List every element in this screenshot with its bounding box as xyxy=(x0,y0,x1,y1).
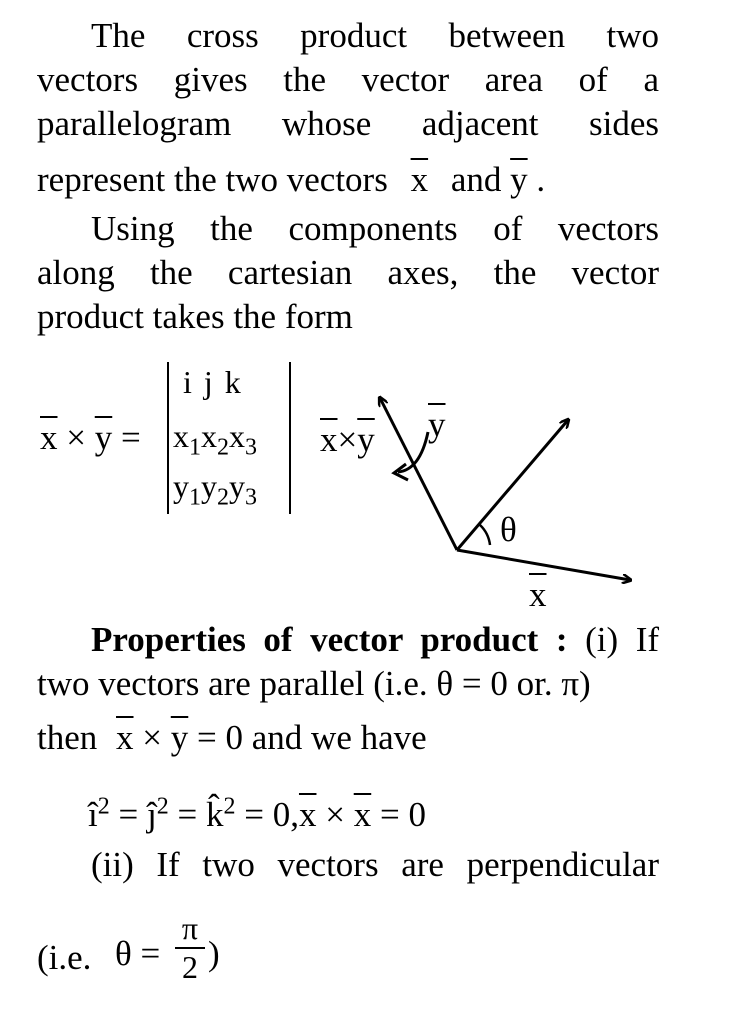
det-x2: x xyxy=(201,418,217,454)
vector-diagram xyxy=(300,370,660,620)
paragraph2-line2: along the cartesian axes, the vector xyxy=(37,253,659,292)
then-x: $\overline{x}$ xyxy=(116,718,134,757)
lhs-y: $\overline{y}$ xyxy=(94,418,113,457)
close-paren: ) xyxy=(208,934,220,973)
period: . xyxy=(536,160,546,199)
then-y: $\overline{y}$ xyxy=(170,718,189,757)
x-self-1: $\overline{x}$ xyxy=(298,795,317,834)
eq3: = xyxy=(244,795,264,834)
cross-product-lhs xyxy=(40,418,141,458)
diagram-y: $\overline{y}$ xyxy=(428,405,446,444)
properties-heading: Properties of vector product : xyxy=(91,620,568,659)
paragraph2-line3: product takes the form xyxy=(37,297,353,336)
diagram-x-label xyxy=(529,575,547,615)
diagram-y-label xyxy=(428,405,446,445)
eq2: = xyxy=(177,795,198,834)
k-sq: 2 xyxy=(223,793,236,820)
frac-numerator: π xyxy=(181,910,199,946)
unit-vector-equation xyxy=(88,795,426,835)
det-x3: x xyxy=(229,418,245,454)
zero-comma: 0, xyxy=(272,795,299,834)
j-sq: 2 xyxy=(156,793,169,820)
paragraph1-line1: The cross product between two xyxy=(91,16,659,55)
properties-line2: two vectors are parallel (i.e. θ = 0 or. π) xyxy=(37,664,591,703)
j-hat: ĵ xyxy=(146,795,157,834)
x-self-2: $\overline{x}$ xyxy=(353,795,372,834)
then-text: then xyxy=(37,718,98,757)
i-hat: î xyxy=(88,795,98,834)
paragraph1-line4 xyxy=(37,158,659,202)
det-y3: y xyxy=(229,468,245,504)
and-text: and xyxy=(450,160,502,199)
then-eq: = 0 and we have xyxy=(197,718,427,757)
det-row-x xyxy=(173,418,257,461)
det-row-ijk: i j k xyxy=(183,364,243,400)
lhs-times: × xyxy=(66,418,86,457)
properties-item1-start: (i) If xyxy=(585,620,659,659)
theta-equals: θ = xyxy=(115,934,161,973)
det-row-y xyxy=(173,468,257,511)
pi-over-2-fraction xyxy=(175,910,205,986)
vector-x: $\overline{x}$ xyxy=(410,160,429,199)
lhs-equals: = xyxy=(121,418,141,457)
det-x3-sub: 3 xyxy=(245,434,257,461)
det-y2: y xyxy=(201,468,217,504)
i-sq: 2 xyxy=(97,793,110,820)
ie-text: (i.e. xyxy=(37,938,92,977)
properties-line1 xyxy=(91,618,659,662)
then-times: × xyxy=(142,718,163,757)
diagram-cross-y: $\overline{y}$ xyxy=(357,420,375,459)
diagram-cross-x: $\overline{x}$ xyxy=(320,420,338,459)
lhs-x: $\overline{x}$ xyxy=(40,418,58,457)
diagram-x: $\overline{x}$ xyxy=(529,575,547,614)
determinant xyxy=(167,362,291,514)
det-x1: x xyxy=(173,418,189,454)
paragraph1-line4-prefix: represent the two vectors xyxy=(37,160,388,199)
det-x1-sub: 1 xyxy=(189,434,201,461)
properties-item2: (ii) If two vectors are perpendicular xyxy=(91,845,659,884)
x-self-times: × xyxy=(325,795,345,834)
frac-denominator: 2 xyxy=(182,949,198,985)
det-y1: y xyxy=(173,468,189,504)
det-x2-sub: 2 xyxy=(217,434,229,461)
diagram-cross-times: × xyxy=(337,420,358,459)
diagram-cross-label xyxy=(320,420,375,460)
det-y1-sub: 1 xyxy=(189,484,201,511)
k-hat: k̂ xyxy=(205,795,224,834)
theta-arc xyxy=(480,525,490,545)
vector-y: $\overline{y}$ xyxy=(510,160,528,199)
properties-line3 xyxy=(37,716,659,760)
det-y3-sub: 3 xyxy=(245,484,257,511)
x-self-end: = 0 xyxy=(379,795,426,834)
eq1: = xyxy=(118,795,139,834)
diagram-theta-label: θ xyxy=(500,510,517,549)
paragraph1-line2: vectors gives the vector area of a xyxy=(37,60,659,99)
det-y2-sub: 2 xyxy=(217,484,229,511)
paragraph2-line1: Using the components of vectors xyxy=(91,209,659,248)
paragraph1-line3: parallelogram whose adjacent sides xyxy=(37,104,659,143)
